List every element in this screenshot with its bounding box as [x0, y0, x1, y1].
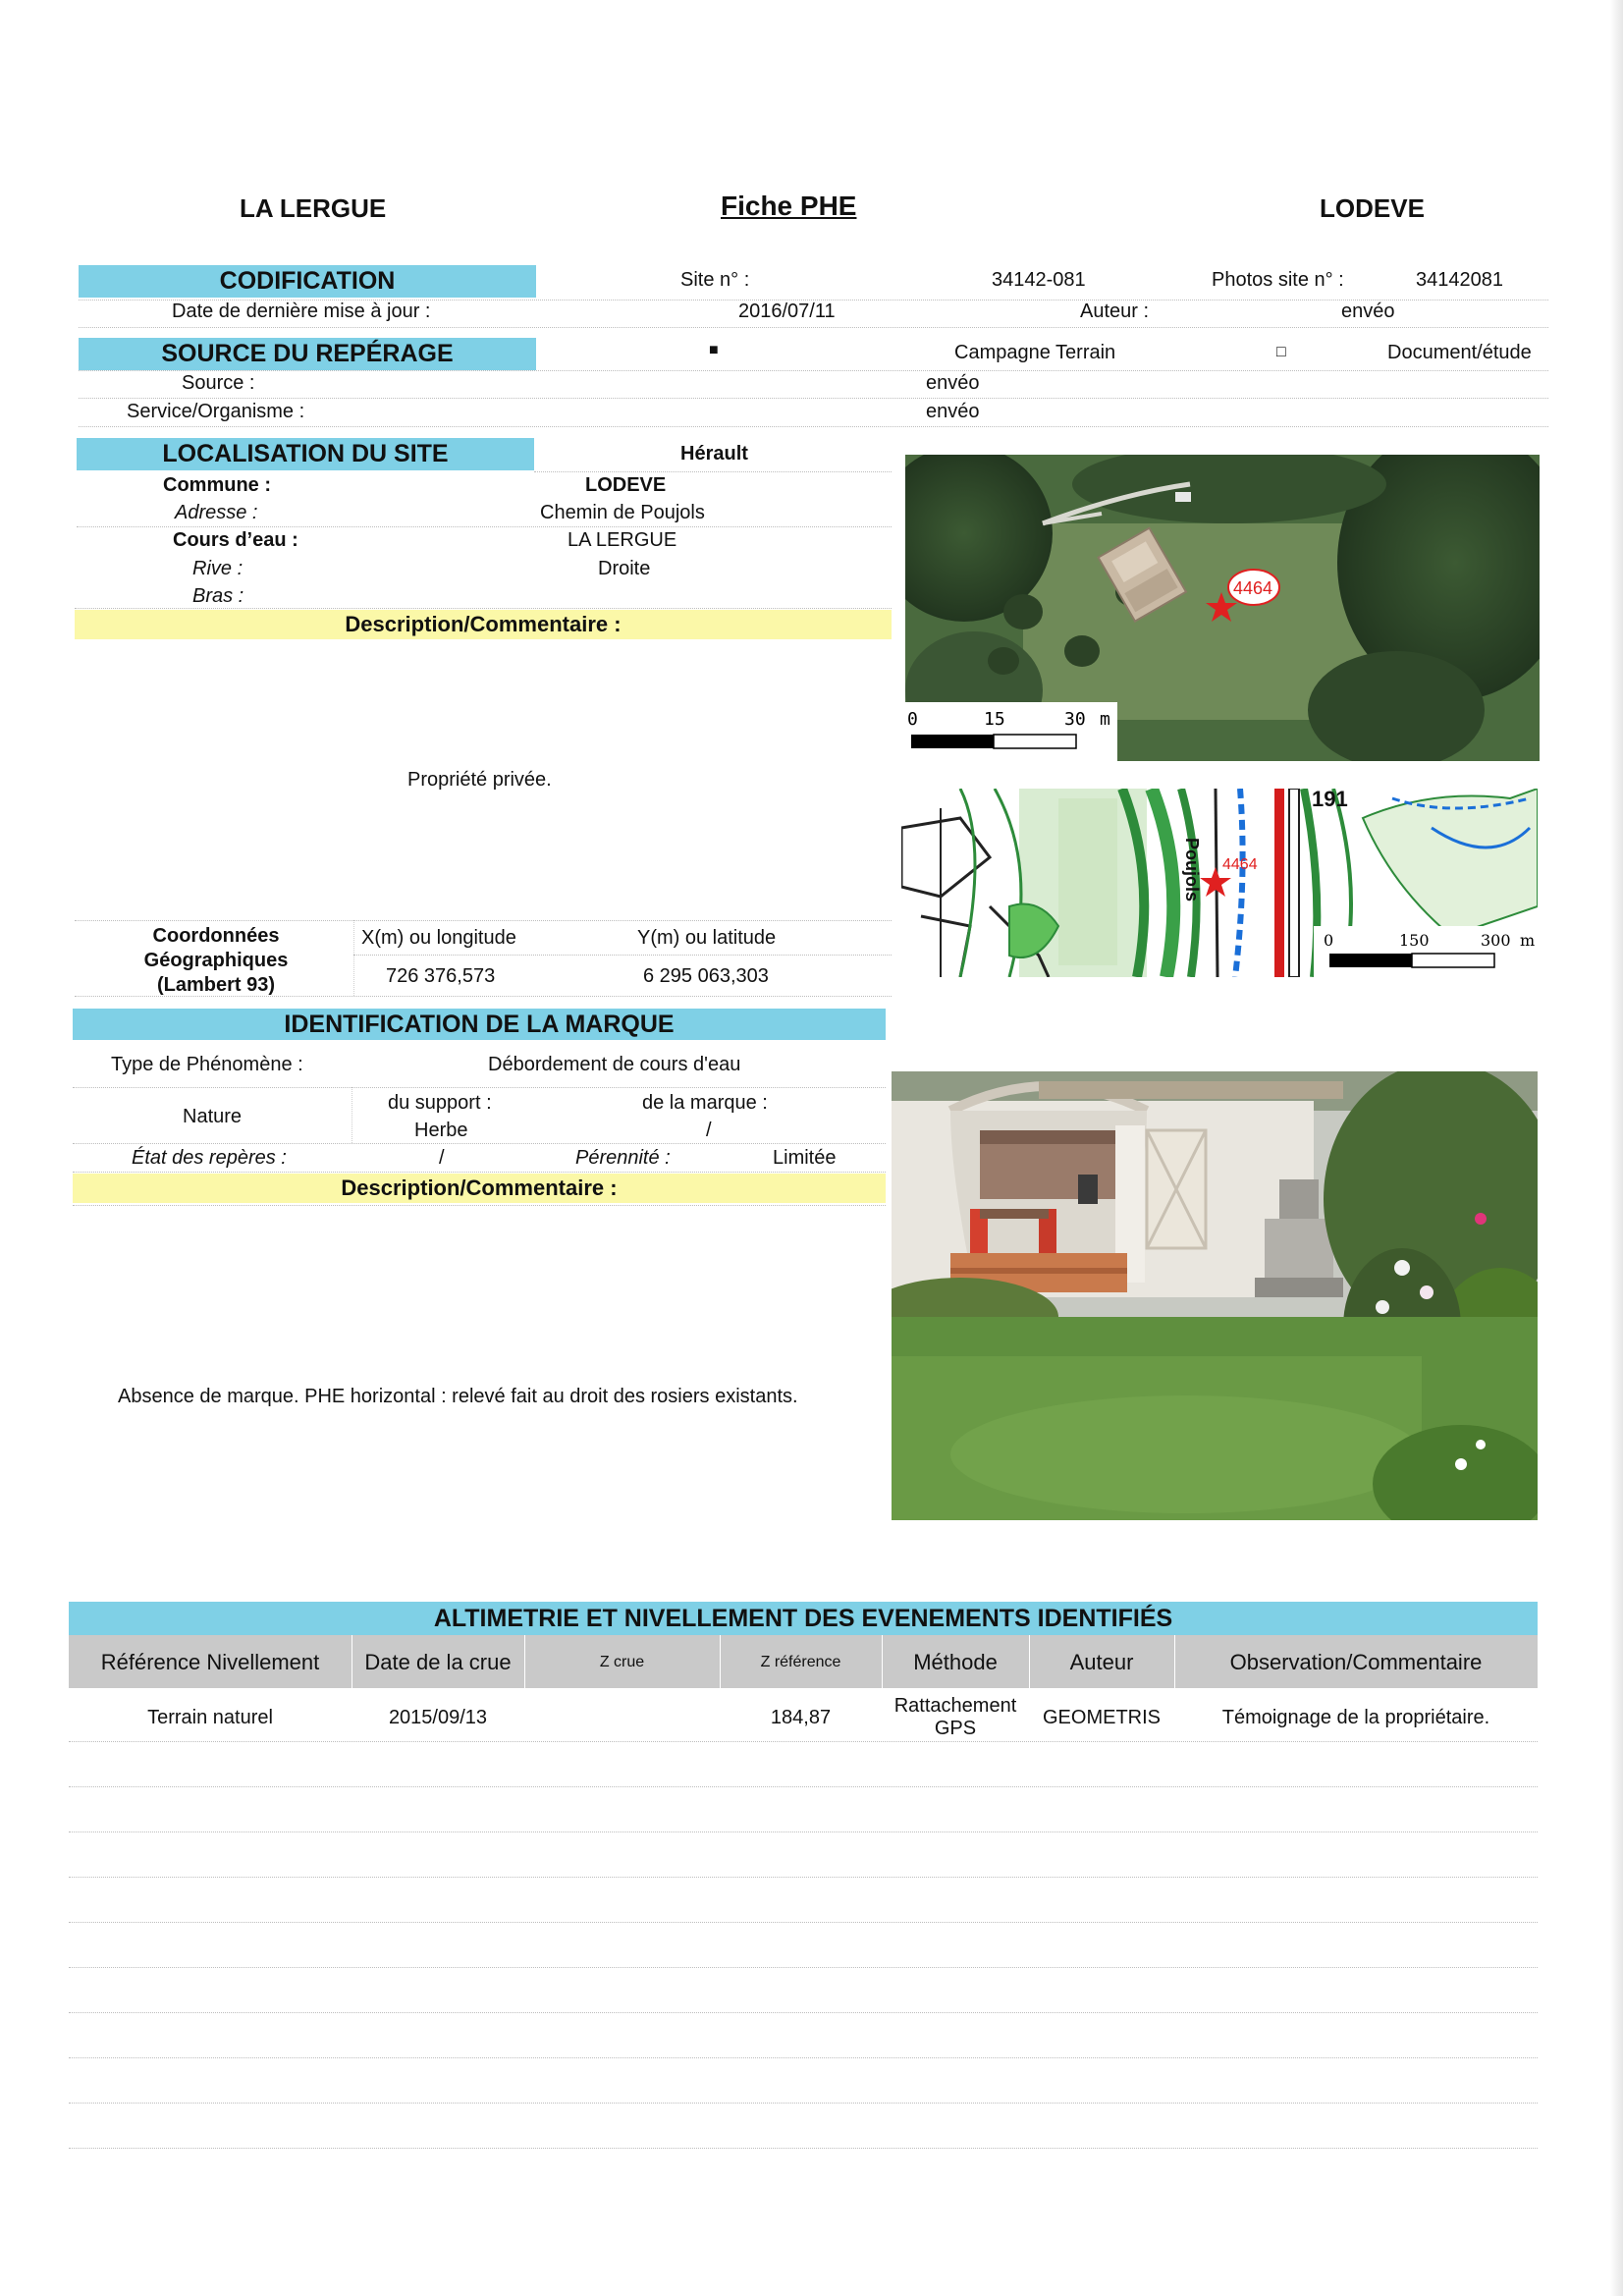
marque-header: IDENTIFICATION DE LA MARQUE	[73, 1009, 886, 1040]
col-reference: Référence Nivellement	[100, 1650, 320, 1674]
marque-value: /	[706, 1120, 712, 1141]
photos-value: 34142081	[1416, 269, 1503, 291]
commune-value: LODEVE	[585, 474, 667, 496]
etat-label: État des repères :	[132, 1147, 287, 1169]
row-methode	[882, 1695, 1029, 1740]
cours-value: LA LERGUE	[568, 529, 677, 551]
site-value: 34142-081	[992, 269, 1086, 291]
topo-marker-label: 4464	[1222, 856, 1258, 873]
adresse-value: Chemin de Poujols	[540, 502, 705, 523]
aerial-scale-2: 30	[1064, 709, 1086, 730]
row-auteur: GEOMETRIS	[1042, 1707, 1161, 1728]
col-z-reference: Z référence	[760, 1654, 841, 1670]
col-date: Date de la crue	[364, 1650, 512, 1674]
topo-scale-unit: m	[1520, 931, 1536, 950]
date-label: Date de dernière mise à jour :	[172, 301, 431, 322]
coord-label-line1: Coordonnées	[152, 925, 280, 947]
row-reference: Terrain naturel	[147, 1707, 273, 1728]
y-value: 6 295 063,303	[643, 965, 769, 987]
nature-label: Nature	[183, 1106, 243, 1127]
aerial-map	[905, 455, 1540, 761]
topo-scale-2: 300	[1481, 931, 1511, 950]
etat-value: /	[439, 1147, 445, 1169]
codification-header: CODIFICATION	[79, 265, 536, 298]
row-methode-line1: Rattachement	[893, 1695, 1017, 1717]
service-label: Service/Organisme :	[127, 401, 305, 422]
commune-label: Commune :	[163, 474, 271, 496]
source-header: SOURCE DU REPÉRAGE	[79, 338, 536, 370]
col-auteur: Auteur	[1069, 1650, 1134, 1674]
aerial-marker-label: 4464	[1233, 578, 1273, 598]
topo-scale-0: 0	[1324, 931, 1334, 950]
localisation-desc-text: Propriété privée.	[407, 769, 552, 791]
coord-label-line3: (Lambert 93)	[156, 974, 276, 996]
scan-edge	[1610, 0, 1623, 2296]
col-methode: Méthode	[913, 1650, 998, 1674]
localisation-header: LOCALISATION DU SITE	[77, 438, 534, 470]
marque-desc-text: Absence de marque. PHE horizontal : relevé fait au droit des rosiers existants.	[118, 1386, 798, 1407]
localisation-desc-header: Description/Commentaire :	[75, 610, 892, 639]
source-label: Source :	[182, 372, 255, 394]
row-observation: Témoignage de la propriétaire.	[1221, 1707, 1490, 1728]
x-label: X(m) ou longitude	[361, 927, 516, 949]
topo-contour-label: 191	[1312, 789, 1348, 811]
perennite-value: Limitée	[773, 1147, 837, 1169]
cours-label: Cours d’eau :	[173, 529, 298, 551]
date-value: 2016/07/11	[738, 301, 836, 322]
marque-label: de la marque :	[642, 1092, 768, 1114]
topo-map	[901, 789, 1538, 977]
author-label: Auteur :	[1080, 301, 1150, 322]
y-label: Y(m) ou latitude	[637, 927, 777, 949]
topo-road-label: Poujols	[1182, 838, 1202, 902]
coord-label	[118, 924, 314, 998]
aerial-scale-1: 15	[984, 709, 1005, 730]
row-methode-line2: GPS	[934, 1718, 977, 1739]
type-label: Type de Phénomène :	[111, 1054, 303, 1075]
bras-label: Bras :	[192, 585, 244, 607]
campagne-label: Campagne Terrain	[954, 342, 1116, 363]
aerial-scale-unit: m	[1100, 709, 1110, 730]
header-right: LODEVE	[1320, 193, 1425, 223]
checkbox-document[interactable]: □	[1276, 344, 1286, 360]
support-label: du support :	[388, 1092, 492, 1114]
altimetrie-header: ALTIMETRIE ET NIVELLEMENT DES EVENEMENTS IDENTIFIÉS	[69, 1602, 1538, 1635]
col-observation: Observation/Commentaire	[1229, 1650, 1483, 1674]
topo-map-image	[901, 789, 1538, 977]
rive-label: Rive :	[192, 558, 243, 579]
document-label: Document/étude	[1387, 342, 1532, 363]
photos-label: Photos site n° :	[1212, 269, 1344, 291]
type-value: Débordement de cours d'eau	[488, 1054, 741, 1075]
row-z-reference: 184,87	[770, 1707, 832, 1728]
checkbox-campagne[interactable]: ■	[709, 342, 719, 358]
coord-label-line2: Géographiques	[143, 950, 289, 971]
aerial-scale-0: 0	[907, 709, 918, 730]
header-left: LA LERGUE	[240, 193, 387, 223]
support-value: Herbe	[414, 1120, 468, 1141]
topo-scale-1: 150	[1399, 931, 1430, 950]
adresse-label: Adresse :	[175, 502, 258, 523]
aerial-map-image	[905, 455, 1540, 761]
x-value: 726 376,573	[386, 965, 496, 987]
site-photo	[892, 1071, 1538, 1520]
perennite-label: Pérennité :	[575, 1147, 671, 1169]
col-z-crue: Z crue	[599, 1654, 645, 1670]
page-title: Fiche PHE	[721, 191, 857, 221]
departement: Hérault	[680, 443, 748, 465]
row-date: 2015/09/13	[388, 1707, 488, 1728]
rive-value: Droite	[598, 558, 651, 579]
site-label: Site n° :	[680, 269, 750, 291]
site-photo-image	[892, 1071, 1538, 1520]
source-value: envéo	[926, 372, 980, 394]
service-value: envéo	[926, 401, 980, 422]
marque-desc-header: Description/Commentaire :	[73, 1174, 886, 1203]
author-value: envéo	[1341, 301, 1395, 322]
